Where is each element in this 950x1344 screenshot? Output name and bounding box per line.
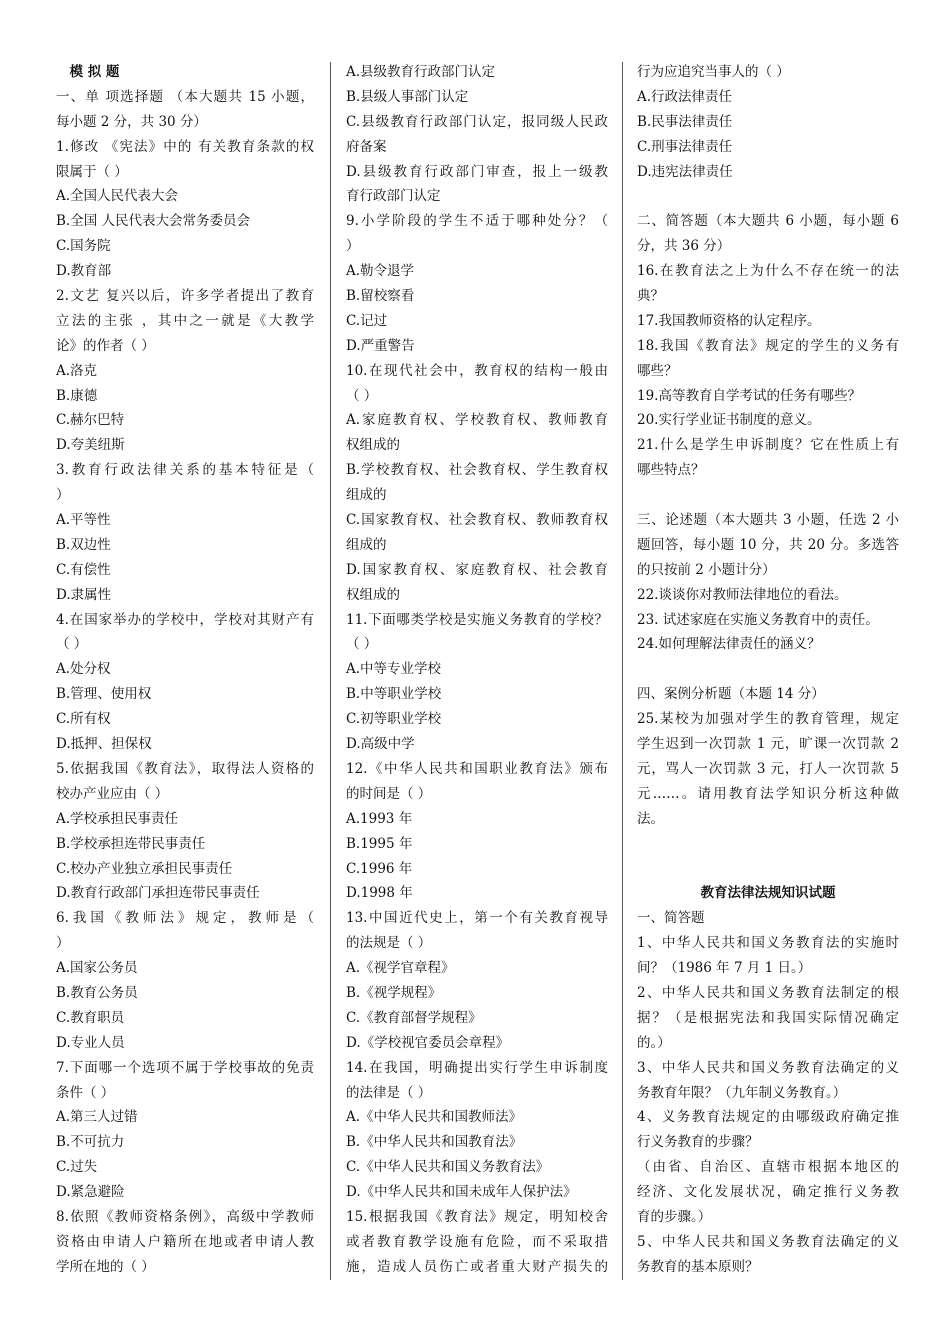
- text-line: 行义务教育的步骤？: [637, 1134, 759, 1151]
- text-line: 8.依照《教师资格条例》，高级中学教师: [56, 1208, 314, 1225]
- text-line: 的时间是（ ）: [346, 785, 432, 802]
- text-line: C.刑事法律责任: [637, 138, 733, 155]
- column-divider-right: [622, 62, 623, 1280]
- text-line: 行为应追究当事人的（ ）: [637, 64, 790, 80]
- text-line: 7.下面哪一个选项不属于学校事故的免责: [56, 1059, 314, 1076]
- text-line: 元……。请用教育法学知识分析这种做: [637, 785, 899, 802]
- blank-line: [637, 832, 899, 857]
- text-line: A.学校承担民事责任: [56, 810, 179, 827]
- text-line: 13.中国近代史上，第一个有关教育视导: [346, 910, 608, 927]
- text-line: 学所在地的（ ）: [56, 1258, 155, 1275]
- text-line: D.教育行政部门承担连带民事责任: [56, 885, 260, 902]
- text-line: C.《教育部督学规程》: [346, 1009, 482, 1026]
- text-line: 论》的作者（ ）: [56, 337, 155, 354]
- column-divider-left: [330, 62, 331, 1280]
- text-line: C.教育职员: [56, 1009, 125, 1026]
- text-line: C.国家教育权、社会教育权、教师教育权: [346, 512, 608, 529]
- text-line: B.康德: [56, 387, 98, 404]
- text-line: （ ）: [346, 636, 378, 653]
- text-line: 9.小学阶段的学生不适于哪种处分？（: [346, 213, 608, 230]
- text-line: 的法规是（ ）: [346, 935, 432, 952]
- text-line: B.全国 人民代表大会常务委员会: [56, 213, 251, 230]
- text-line: 5.依据我国《教育法》，取得法人资格的: [56, 760, 314, 777]
- text-line: 二、简答题（本大题共 6 小题，每小题 6: [637, 213, 899, 230]
- text-line: 典？: [637, 288, 664, 305]
- text-line: D.县级教育行政部门审查，报上一级教: [346, 163, 608, 180]
- text-line: 限属于（ ）: [56, 163, 128, 180]
- text-line: D.紧急避险: [56, 1184, 125, 1201]
- text-line: B.教育公务员: [56, 984, 138, 1001]
- text-line: 17.我国教师资格的认定程序。: [637, 312, 821, 329]
- text-line: 哪些特点？: [637, 462, 705, 479]
- blank-line: [637, 184, 899, 209]
- text-line: 法。: [637, 810, 664, 827]
- text-line: 资格由申请人户籍所在地或者申请人教: [56, 1233, 314, 1250]
- text-line: D.抵押、担保权: [56, 736, 152, 753]
- text-line: 15.根据我国《教育法》规定，明知校舍: [346, 1208, 608, 1225]
- text-line: D.《中华人民共和国未成年人保护法》: [346, 1184, 577, 1201]
- text-line: B.县级人事部门认定: [346, 88, 469, 105]
- text-line: 18.我国《教育法》规定的学生的义务有: [637, 337, 899, 354]
- text-line: C.国务院: [56, 238, 111, 255]
- text-line: B.中等职业学校: [346, 686, 442, 703]
- text-line: B.《中华人民共和国教育法》: [346, 1134, 523, 1151]
- text-line: 一、单 项选择题 （本大题共 15 小题，: [56, 88, 314, 105]
- text-line: 育的步骤。）: [637, 1208, 712, 1225]
- text-line: 学生迟到一次罚款 1 元，旷课一次罚款 2: [637, 736, 899, 753]
- text-line: D.严重警告: [346, 337, 415, 354]
- text-line: C.有偿性: [56, 561, 111, 578]
- text-line: 或者教育教学设施有危险，而不采取措: [346, 1233, 608, 1250]
- text-line: 权组成的: [346, 437, 400, 454]
- text-line: A.处分权: [56, 661, 111, 678]
- text-line: B.《视学规程》: [346, 984, 442, 1001]
- text-line: 19.高等教育自学考试的任务有哪些？: [637, 387, 861, 404]
- text-line: 5、中华人民共和国义务教育法确定的义: [637, 1233, 899, 1250]
- text-line: C.《中华人民共和国义务教育法》: [346, 1159, 550, 1176]
- text-line: A.县级教育行政部门认定: [346, 64, 496, 80]
- text-line: A.洛克: [56, 362, 98, 379]
- text-line: 据？（是根据宪法和我国实际情况确定: [637, 1009, 899, 1026]
- text-line: C.过失: [56, 1159, 98, 1176]
- text-line: C.赫尔巴特: [56, 412, 125, 429]
- text-line: 16.在教育法之上为什么不存在统一的法: [637, 263, 899, 280]
- text-line: 权组成的: [346, 586, 400, 603]
- text-line: A.勒令退学: [346, 263, 415, 280]
- text-line: 1、中华人民共和国义务教育法的实施时: [637, 935, 899, 952]
- text-line: B.管理、使用权: [56, 686, 152, 703]
- blank-line: [637, 657, 899, 682]
- left-column: [56, 60, 314, 1280]
- text-line: ）: [56, 935, 70, 952]
- text-line: 间？（1986 年 7 月 1 日。）: [637, 960, 812, 977]
- text-line: 组成的: [346, 536, 387, 553]
- text-line: A.中等专业学校: [346, 661, 442, 678]
- text-line: C.初等职业学校: [346, 711, 442, 728]
- text-line: 21.什么是学生申诉制度？它在性质上有: [637, 437, 899, 454]
- text-line: D.《学校视官委员会章程》: [346, 1034, 510, 1051]
- text-line: 3、中华人民共和国义务教育法确定的义: [637, 1059, 899, 1076]
- text-line: A.平等性: [56, 512, 111, 529]
- text-line: A.1993 年: [346, 810, 413, 827]
- text-line: 12.《中华人民共和国职业教育法》颁布: [346, 760, 608, 777]
- text-line: 2.文艺 复兴以后，许多学者提出了教育: [56, 288, 314, 305]
- text-line: 2、中华人民共和国义务教育法制定的根: [637, 984, 899, 1001]
- text-line: 模 拟 题: [56, 64, 120, 80]
- text-line: ）: [346, 238, 360, 255]
- text-line: 的法律是（ ）: [346, 1084, 432, 1101]
- text-line: 4.在国家举办的学校中，学校对其财产有: [56, 611, 314, 628]
- text-line: 的。）: [637, 1034, 671, 1051]
- right-column: [637, 60, 899, 1280]
- text-line: 6.我国《教师法》规定，教师是（: [56, 910, 314, 927]
- text-line: 府备案: [346, 138, 387, 155]
- text-line: （由省、自治区、直辖市根据本地区的: [637, 1159, 899, 1176]
- text-line: D.违宪法律责任: [637, 163, 733, 180]
- text-line: 一、简答题: [637, 910, 705, 927]
- text-line: 条件（ ）: [56, 1084, 115, 1101]
- text-line: 务教育年限？（九年制义务教育。）: [637, 1084, 847, 1101]
- text-line: D.国家教育权、家庭教育权、社会教育: [346, 561, 608, 578]
- text-line: 四、案例分析题（本题 14 分）: [637, 686, 825, 703]
- text-line: C.1996 年: [346, 860, 413, 877]
- text-line: C.所有权: [56, 711, 111, 728]
- text-line: 1.修改 《宪法》中的 有关教育条款的权: [56, 138, 314, 155]
- text-line: D.1998 年: [346, 885, 413, 902]
- text-line: B.留校察看: [346, 288, 415, 305]
- text-line: （ ）: [346, 387, 378, 404]
- text-line: 24.如何理解法律责任的涵义？: [637, 636, 821, 653]
- middle-column: [346, 60, 608, 1280]
- text-line: A.《视学官章程》: [346, 960, 455, 977]
- text-line: 3.教育行政法律关系的基本特征是（: [56, 462, 314, 479]
- text-line: 组成的: [346, 487, 387, 504]
- text-line: 校办产业应由（ ）: [56, 785, 169, 802]
- text-line: B.双边性: [56, 536, 111, 553]
- text-line: D.夸美纽斯: [56, 437, 125, 454]
- text-line: B.学校承担连带民事责任: [56, 835, 206, 852]
- text-line: D.专业人员: [56, 1034, 125, 1051]
- text-line: B.不可抗力: [56, 1134, 125, 1151]
- text-line: A.国家公务员: [56, 960, 138, 977]
- text-line: 10.在现代社会中，教育权的结构一般由: [346, 362, 608, 379]
- text-line: A.《中华人民共和国教师法》: [346, 1109, 523, 1126]
- text-line: 20.实行学业证书制度的意义。: [637, 412, 821, 429]
- text-line: 教育法律法规知识试题: [700, 885, 836, 902]
- text-line: 立法的主张 ，其中之一就是《大教学: [56, 312, 314, 329]
- text-line: 11.下面哪类学校是实施义务教育的学校？: [346, 611, 608, 628]
- text-line: 22.谈谈你对教师法律地位的看法。: [637, 586, 848, 603]
- text-line: A.家庭教育权、学校教育权、教师教育: [346, 412, 608, 429]
- text-line: C.校办产业独立承担民事责任: [56, 860, 233, 877]
- text-line: 题回答，每小题 10 分，共 20 分。多选答: [637, 536, 899, 553]
- text-line: A.全国人民代表大会: [56, 188, 179, 205]
- text-line: 4、义务教育法规定的由哪级政府确定推: [637, 1109, 899, 1126]
- text-line: D.教育部: [56, 263, 112, 280]
- blank-line: [637, 483, 899, 508]
- text-line: 元，骂人一次罚款 3 元，打人一次罚款 5: [637, 760, 899, 777]
- text-line: C.县级教育行政部门认定，报同级人民政: [346, 113, 608, 130]
- text-line: 经济、文化发展状况，确定推行义务教: [637, 1184, 899, 1201]
- text-line: 施，造成人员伤亡或者重大财产损失的: [346, 1258, 608, 1275]
- blank-line: [637, 857, 899, 882]
- text-line: D.高级中学: [346, 736, 415, 753]
- text-line: 务教育的基本原则？: [637, 1258, 759, 1275]
- text-line: 哪些？: [637, 362, 678, 379]
- text-line: B.1995 年: [346, 835, 413, 852]
- text-line: 14.在我国，明确提出实行学生申诉制度: [346, 1059, 608, 1076]
- text-line: B.学校教育权、社会教育权、学生教育权: [346, 462, 608, 479]
- text-line: C.记过: [346, 312, 388, 329]
- text-line: A.行政法律责任: [637, 88, 733, 105]
- text-line: B.民事法律责任: [637, 113, 733, 130]
- text-line: 分，共 36 分）: [637, 238, 731, 255]
- text-line: 25.某校为加强对学生的教育管理，规定: [637, 711, 899, 728]
- text-line: 23. 试述家庭在实施义务教育中的责任。: [637, 611, 879, 628]
- text-line: 的只按前 2 小题计分）: [637, 561, 776, 578]
- text-line: D.隶属性: [56, 586, 112, 603]
- text-line: ）: [56, 487, 70, 504]
- text-line: A.第三人过错: [56, 1109, 138, 1126]
- text-line: （ ）: [56, 636, 88, 653]
- text-line: 育行政部门认定: [346, 188, 441, 205]
- text-line: 三、论述题（本大题共 3 小题，任选 2 小: [637, 512, 899, 529]
- text-line: 每小题 2 分，共 30 分）: [56, 113, 207, 130]
